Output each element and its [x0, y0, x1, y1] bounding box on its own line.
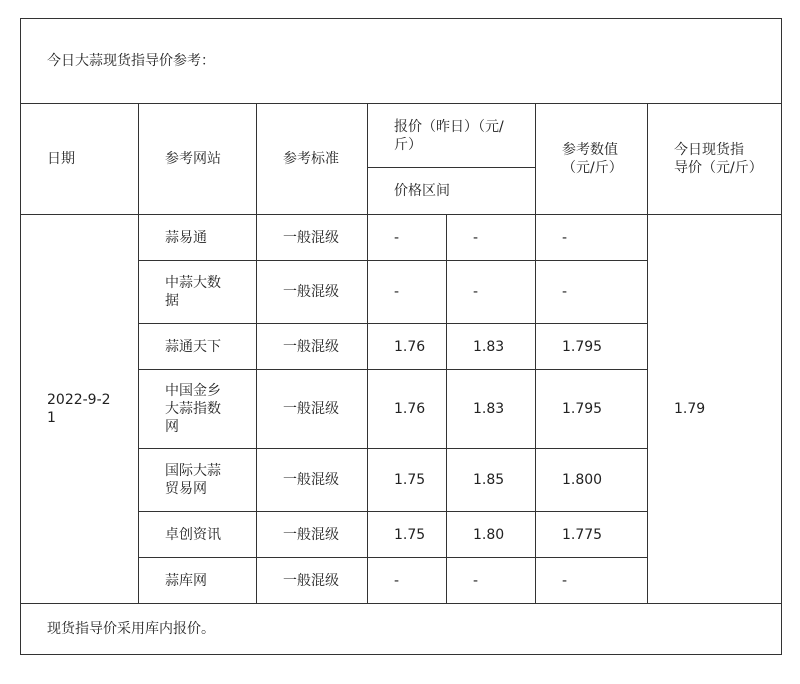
today-price-cell: 1.79: [648, 215, 782, 604]
header-reference-value: 参考数值（元/斤）: [536, 104, 648, 215]
reference-value-cell: -: [536, 558, 648, 604]
header-date: 日期: [21, 104, 139, 215]
price-high-cell: 1.83: [447, 370, 536, 449]
title-row: [21, 19, 782, 104]
standard-cell: 一般混级: [257, 512, 368, 558]
price-low-cell: -: [368, 261, 447, 324]
price-low-cell: -: [368, 215, 447, 261]
site-cell: 国际大蒜贸易网: [139, 449, 257, 512]
header-row: [21, 104, 782, 168]
header-today-price: 今日现货指导价（元/斤）: [648, 104, 782, 215]
price-low-cell: 1.76: [368, 324, 447, 370]
standard-cell: 一般混级: [257, 261, 368, 324]
site-cell: 蒜库网: [139, 558, 257, 604]
reference-value-cell: 1.795: [536, 324, 648, 370]
page-title: 今日大蒜现货指导价参考：: [21, 19, 782, 104]
price-low-cell: 1.75: [368, 449, 447, 512]
site-cell: 蒜易通: [139, 215, 257, 261]
price-low-cell: 1.75: [368, 512, 447, 558]
standard-cell: 一般混级: [257, 215, 368, 261]
site-cell: 中蒜大数据: [139, 261, 257, 324]
price-low-cell: -: [368, 558, 447, 604]
reference-value-cell: -: [536, 215, 648, 261]
table-row: [21, 215, 782, 261]
price-high-cell: 1.85: [447, 449, 536, 512]
site-cell: 中国金乡大蒜指数网: [139, 370, 257, 449]
reference-value-cell: 1.775: [536, 512, 648, 558]
standard-cell: 一般混级: [257, 558, 368, 604]
price-high-cell: -: [447, 558, 536, 604]
reference-value-cell: 1.795: [536, 370, 648, 449]
reference-value-cell: -: [536, 261, 648, 324]
standard-cell: 一般混级: [257, 449, 368, 512]
price-high-cell: -: [447, 215, 536, 261]
header-site: 参考网站: [139, 104, 257, 215]
reference-value-cell: 1.800: [536, 449, 648, 512]
price-high-cell: -: [447, 261, 536, 324]
header-standard: 参考标准: [257, 104, 368, 215]
price-high-cell: 1.80: [447, 512, 536, 558]
standard-cell: 一般混级: [257, 370, 368, 449]
price-low-cell: 1.76: [368, 370, 447, 449]
standard-cell: 一般混级: [257, 324, 368, 370]
footer-note: 现货指导价采用库内报价。: [21, 604, 782, 655]
header-price-range: 价格区间: [368, 168, 536, 215]
date-cell: 2022-9-21: [21, 215, 139, 604]
site-cell: 蒜通天下: [139, 324, 257, 370]
price-high-cell: 1.83: [447, 324, 536, 370]
header-quote-yesterday: 报价（昨日）（元/斤）: [368, 104, 536, 168]
site-cell: 卓创资讯: [139, 512, 257, 558]
footer-row: [21, 604, 782, 655]
price-table: [20, 18, 782, 655]
